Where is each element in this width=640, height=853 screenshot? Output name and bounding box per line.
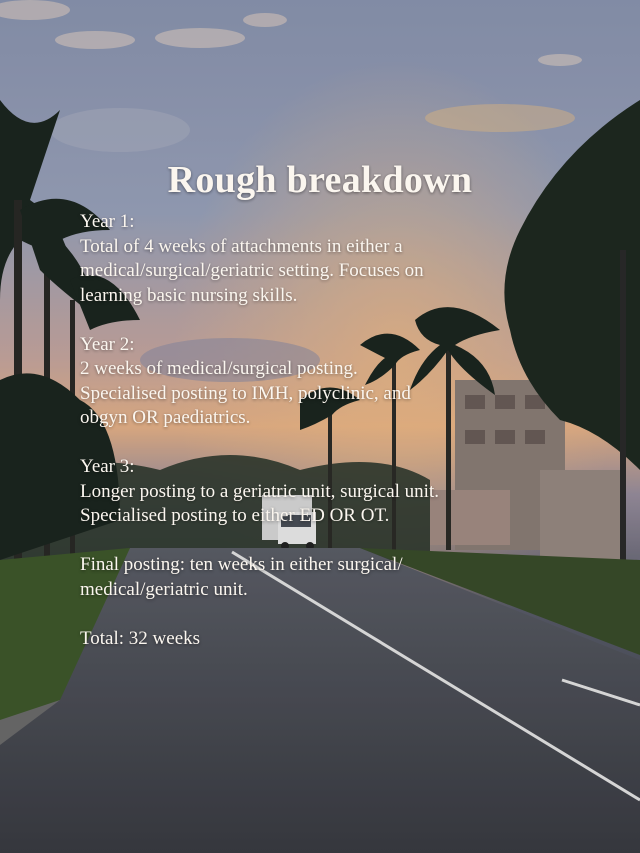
- spacer: [80, 308, 560, 333]
- year2-line: Specialised posting to IMH, polyclinic, and: [80, 382, 411, 404]
- spacer: [80, 529, 560, 554]
- year3-line: Longer posting to a geriatric unit, surgical unit.: [80, 480, 439, 502]
- year1-line: Total of 4 weeks of attachments in either a: [80, 235, 403, 257]
- year1-heading: Year 1:: [80, 211, 135, 232]
- year2-line: 2 weeks of medical/surgical posting.: [80, 358, 358, 379]
- year2-heading: Year 2:: [80, 333, 135, 355]
- year2-line: obgyn OR paediatrics.: [80, 407, 251, 428]
- spacer: [80, 431, 560, 456]
- year3-line: Specialised posting to either ED OR OT.: [80, 505, 390, 526]
- year1-line: learning basic nursing skills.: [80, 284, 298, 306]
- year3-heading: Year 3:: [80, 456, 135, 477]
- total-line: Total: 32 weeks: [80, 627, 201, 649]
- spacer: [80, 602, 560, 627]
- final-posting-line: Final posting: ten weeks in either surgical/: [80, 554, 403, 575]
- breakdown-text: [80, 210, 560, 651]
- page-title: Rough breakdown: [167, 159, 473, 201]
- year1-line: medical/surgical/geriatric setting. Focuses on: [80, 260, 424, 281]
- final-posting-line: medical/geriatric unit.: [80, 578, 248, 600]
